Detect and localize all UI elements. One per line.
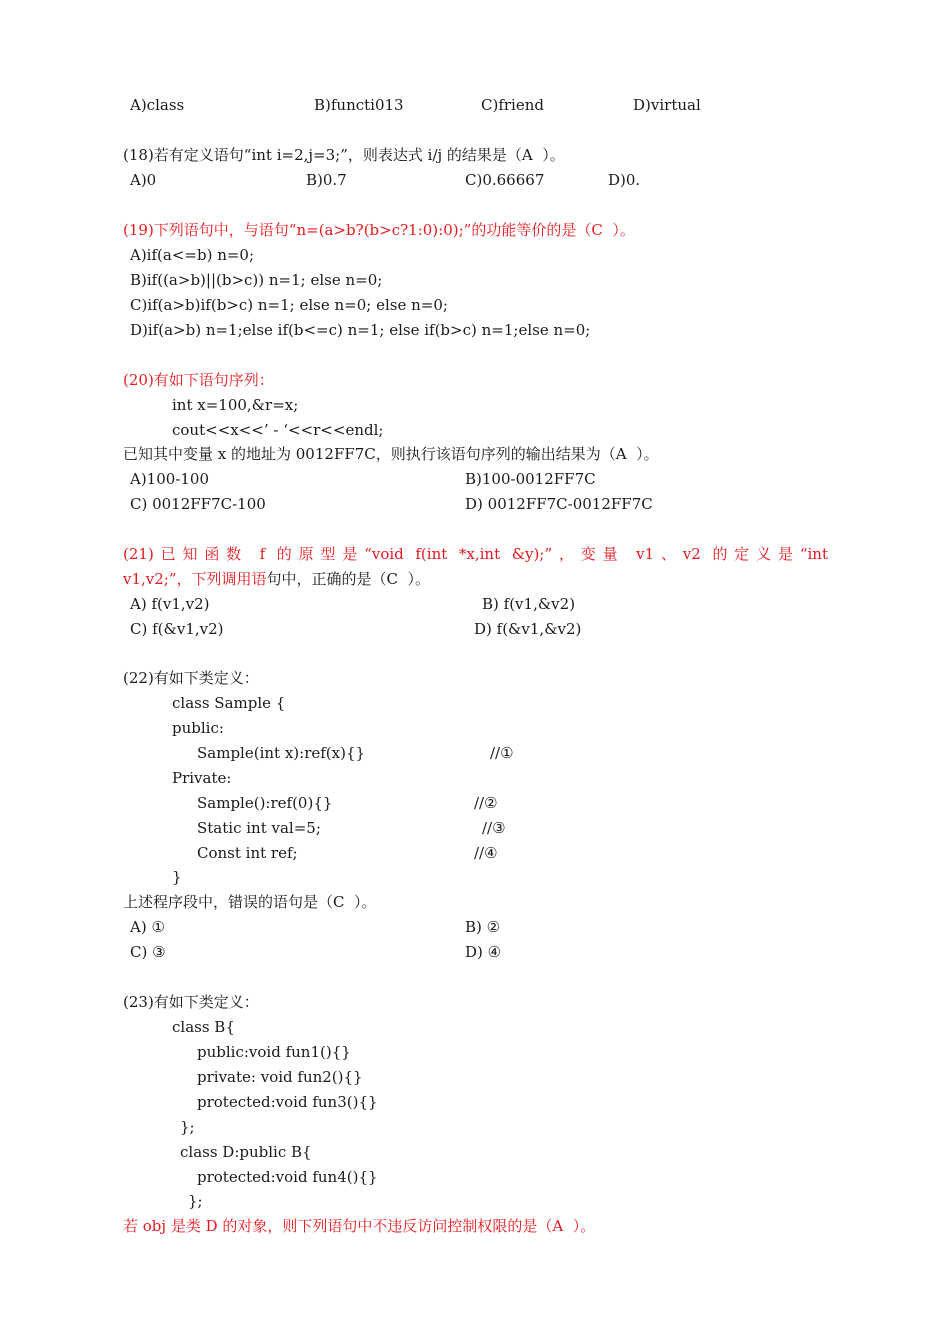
q23-code-line-8: };: [188, 1192, 203, 1210]
q18-option-a: A)0: [130, 171, 157, 189]
q23-code-line-1: class B{: [172, 1018, 235, 1036]
q22-option-b: B) ②: [465, 918, 501, 936]
q20-option-d: D) 0012FF7C-0012FF7C: [465, 495, 653, 513]
q22-option-a: A) ①: [130, 918, 165, 936]
q19-stem: (19)下列语句中，与语句“n=(a>b?(b>c?1:0):0);”的功能等价的是（C ）。: [123, 221, 635, 239]
q21-stem-line-1: (21)已知函数 f 的原型是“void f(int *x,int &y);”，变量 v1、v2 的定义是“int: [123, 545, 828, 563]
q22-comment-4: //④: [474, 844, 498, 862]
q22-code-line-8: }: [172, 868, 182, 886]
q23-code-line-3: private: void fun2(){}: [197, 1068, 363, 1086]
q22-code-line-6: Static int val=5;: [197, 819, 321, 837]
q19-option-d: D)if(a>b) n=1;else if(b<=c) n=1; else if(b>c) n=1;else n=0;: [130, 321, 591, 339]
q23-code-line-5: };: [180, 1118, 195, 1136]
q22-code-line-1: class Sample {: [172, 694, 286, 712]
q23-code-line-4: protected:void fun3(){}: [197, 1093, 378, 1111]
q21-stem-line-2-red: v1,v2;”，下列调用语: [123, 570, 267, 588]
q18-option-b: B)0.7: [306, 171, 347, 189]
q22-comment-3: //③: [482, 819, 506, 837]
q20-option-a: A)100-100: [130, 470, 210, 488]
q17-option-b: B)functi013: [314, 96, 404, 114]
q21-stem-line-2-rest: 句中，正确的是（C ）。: [266, 570, 431, 588]
q19-option-c: C)if(a>b)if(b>c) n=1; else n=0; else n=0;: [130, 296, 448, 314]
q17-option-d: D)virtual: [633, 96, 701, 114]
q22-option-c: C) ③: [130, 943, 166, 961]
q23-stem: (23)有如下类定义：: [123, 993, 259, 1011]
q23-text: 若 obj 是类 D 的对象，则下列语句中不违反访问控制权限的是（A ）。: [123, 1217, 596, 1235]
q21-stem-line-2: [123, 569, 430, 589]
q23-code-line-7: protected:void fun4(){}: [197, 1168, 378, 1186]
q22-comment-2: //②: [474, 794, 498, 812]
q20-option-c: C) 0012FF7C-100: [130, 495, 266, 513]
q22-code-line-2: public:: [172, 719, 224, 737]
q17-option-c: C)friend: [481, 96, 544, 114]
q22-code-line-5: Sample():ref(0){}: [197, 794, 333, 812]
q22-comment-1: //①: [490, 744, 514, 762]
q19-option-b: B)if((a>b)||(b>c)) n=1; else n=0;: [130, 271, 383, 289]
q21-option-b: B) f(v1,&v2): [482, 595, 576, 613]
q21-option-c: C) f(&v1,v2): [130, 620, 224, 638]
q18-option-d: D)0.: [608, 171, 641, 189]
q21-option-a: A) f(v1,v2): [130, 595, 210, 613]
q20-code-line-2: cout<<x<<’ - ‘<<r<<endl;: [172, 421, 384, 439]
q22-code-line-3: Sample(int x):ref(x){}: [197, 744, 366, 762]
q20-code-line-1: int x=100,&r=x;: [172, 396, 299, 414]
q22-text: 上述程序段中，错误的语句是（C ）。: [123, 893, 377, 911]
q23-code-line-6: class D:public B{: [180, 1143, 312, 1161]
q22-code-line-7: Const int ref;: [197, 844, 298, 862]
q19-option-a: A)if(a<=b) n=0;: [130, 246, 255, 264]
q22-code-line-4: Private:: [172, 769, 232, 787]
q20-text: 已知其中变量 x 的地址为 0012FF7C，则执行该语句序列的输出结果为（A ）。: [123, 445, 659, 463]
q22-option-d: D) ④: [465, 943, 502, 961]
q22-stem: (22)有如下类定义：: [123, 669, 259, 687]
q18-option-c: C)0.66667: [465, 171, 545, 189]
q17-option-a: A)class: [130, 96, 185, 114]
q23-code-line-2: public:void fun1(){}: [197, 1043, 351, 1061]
q20-option-b: B)100-0012FF7C: [465, 470, 596, 488]
q18-stem: (18)若有定义语句“int i=2,j=3;”，则表达式 i/j 的结果是（A ）。: [123, 146, 565, 164]
q21-option-d: D) f(&v1,&v2): [474, 620, 582, 638]
q20-stem: (20)有如下语句序列：: [123, 371, 274, 389]
